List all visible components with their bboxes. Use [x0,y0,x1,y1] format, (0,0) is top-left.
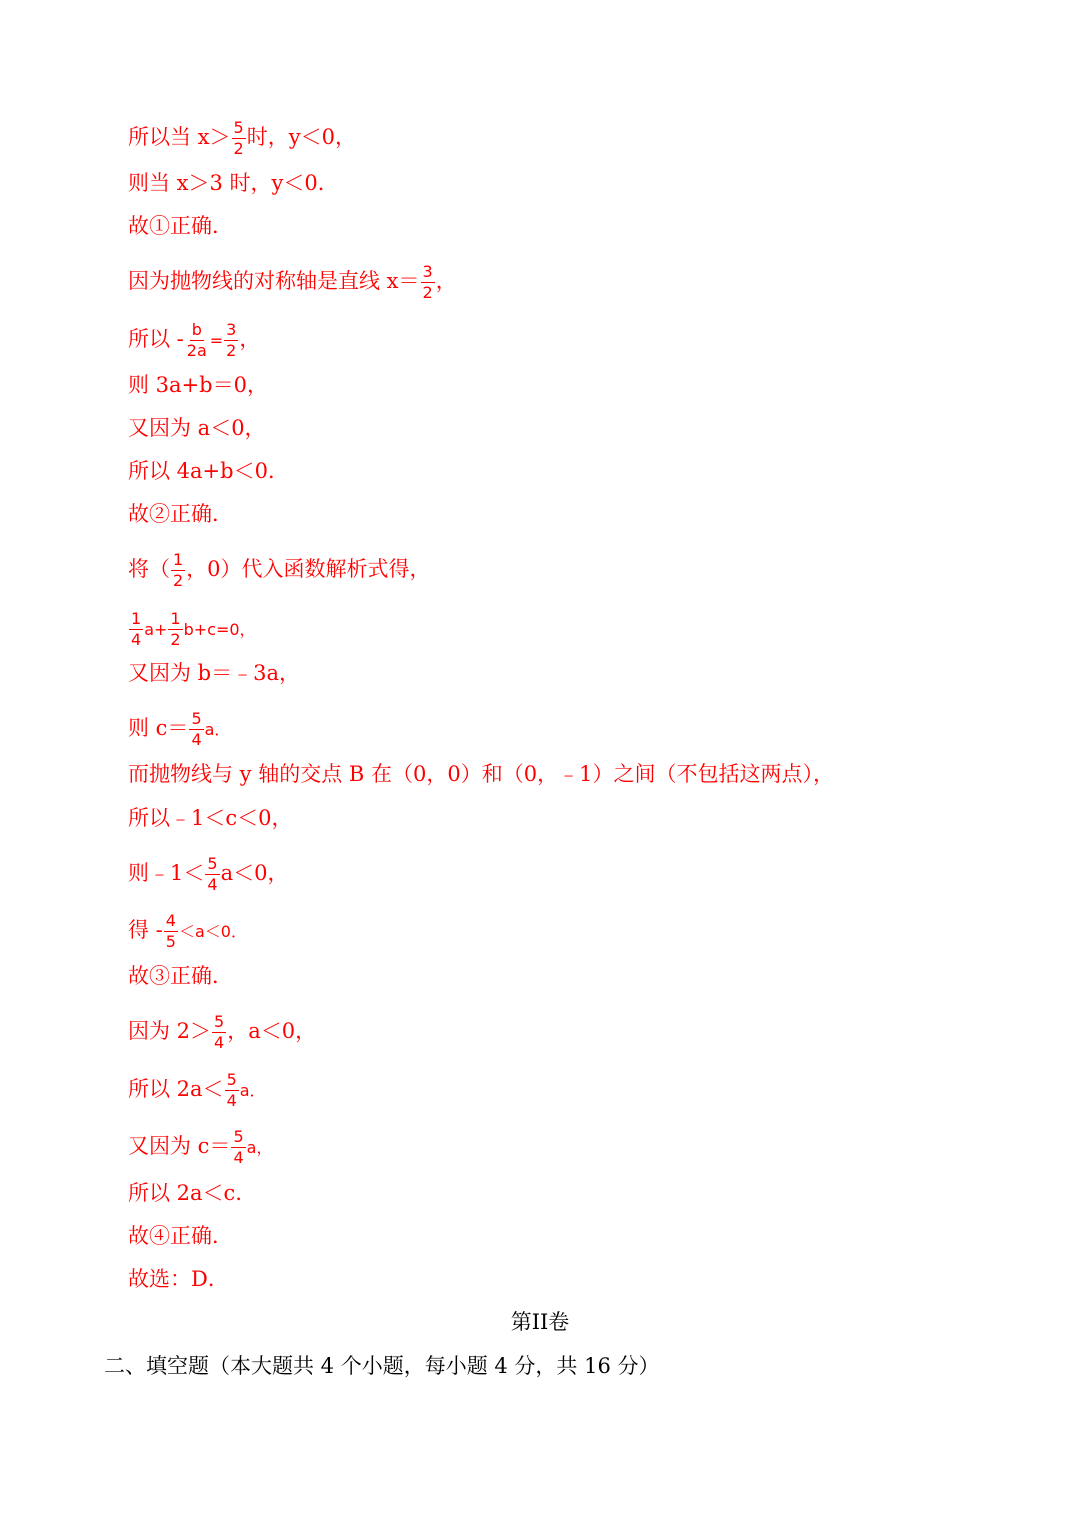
solution-line: 故选：D． [128,1267,229,1291]
solution-line: 所以﹣1＜c＜0， [128,806,293,830]
solution-line: 故④正确． [128,1224,233,1248]
text: 则 c＝ [128,716,189,740]
solution-line [128,1072,266,1109]
fraction [421,264,435,301]
fraction [231,1129,245,1166]
text: a． [239,1081,266,1100]
fraction [168,611,182,648]
fraction [171,552,185,589]
text: 因为 2＞ [128,1019,212,1043]
text: a＜0， [220,861,289,885]
fraction [212,1014,226,1051]
numerator: 3 [422,262,433,281]
numerator: 3 [226,320,237,339]
text: 所以 - [128,327,184,351]
text: 将（ [128,557,170,581]
solution-line [128,1129,272,1166]
solution-line: 而抛物线与 y 轴的交点 B 在（0，0）和（0，﹣1）之间（不包括这两点）， [128,762,834,786]
text: 所以 2a＜ [128,1077,224,1101]
solution-line [128,611,256,648]
solution-line: 故②正确． [128,502,233,526]
denominator: 2 [173,571,184,590]
fraction [225,1072,239,1109]
text: 则﹣1＜ [128,861,205,885]
solution-line [128,711,230,748]
solution-line [128,856,288,893]
solution-line: 故①正确． [128,214,233,238]
solution-line: 则 3a+b＝0， [128,373,268,397]
denominator: 2 [226,341,237,360]
numerator: b [191,320,202,339]
volume-title: 第II卷 [510,1310,570,1334]
fraction [129,611,143,648]
solution-line: 又因为 b＝﹣3a， [128,661,300,685]
text: ， [435,269,457,293]
numerator: 5 [207,854,218,873]
numerator: 1 [170,609,181,628]
denominator: 4 [191,730,202,749]
text: a+ [144,620,168,639]
text: 因为抛物线的对称轴是直线 x＝ [128,269,420,293]
solution-line [128,552,431,589]
solution-line: 所以 2a＜c． [128,1181,257,1205]
fraction [185,322,209,359]
text: ＜a＜0． [178,922,247,941]
denominator: 4 [214,1033,225,1052]
numerator: 1 [131,609,142,628]
text: a， [246,1138,273,1157]
denominator: 2a [186,341,207,360]
solution-line [128,913,247,950]
numerator: 5 [191,709,202,728]
text: 所以当 x＞ [128,125,231,149]
fraction [205,856,219,893]
denominator: 2 [422,283,433,302]
numerator: 1 [173,550,184,569]
denominator: 4 [233,1148,244,1167]
solution-line [128,322,260,359]
fraction [232,120,246,157]
solution-line [128,264,457,301]
solution-line [128,120,356,157]
numerator: 5 [226,1070,237,1089]
numerator: 4 [165,911,176,930]
text: ，0）代入函数解析式得， [186,557,431,581]
numerator: 5 [214,1012,225,1031]
denominator: 4 [131,630,142,649]
denominator: 2 [233,139,244,158]
denominator: 5 [165,932,176,951]
text: 又因为 c＝ [128,1134,231,1158]
denominator: 4 [207,875,218,894]
denominator: 4 [226,1091,237,1110]
text: 得 - [128,918,163,942]
fraction [189,711,203,748]
fraction [224,322,238,359]
denominator: 2 [170,630,181,649]
text: ，a＜0， [227,1019,317,1043]
solution-line [128,1014,316,1051]
solution-line: 又因为 a＜0， [128,416,266,440]
text: b+c=0， [183,620,256,639]
text: ， [239,327,261,351]
numerator: 5 [233,118,244,137]
text: a． [204,720,231,739]
section-heading: 二、填空题（本大题共 4 个小题，每小题 4 分，共 16 分） [104,1354,660,1378]
equals-sign: = [209,331,224,350]
solution-line: 所以 4a+b＜0． [128,459,289,483]
solution-line: 则当 x＞3 时，y＜0． [128,171,339,195]
numerator: 5 [233,1127,244,1146]
text: 时，y＜0， [246,125,356,149]
solution-line: 故③正确． [128,964,233,988]
fraction [164,913,178,950]
